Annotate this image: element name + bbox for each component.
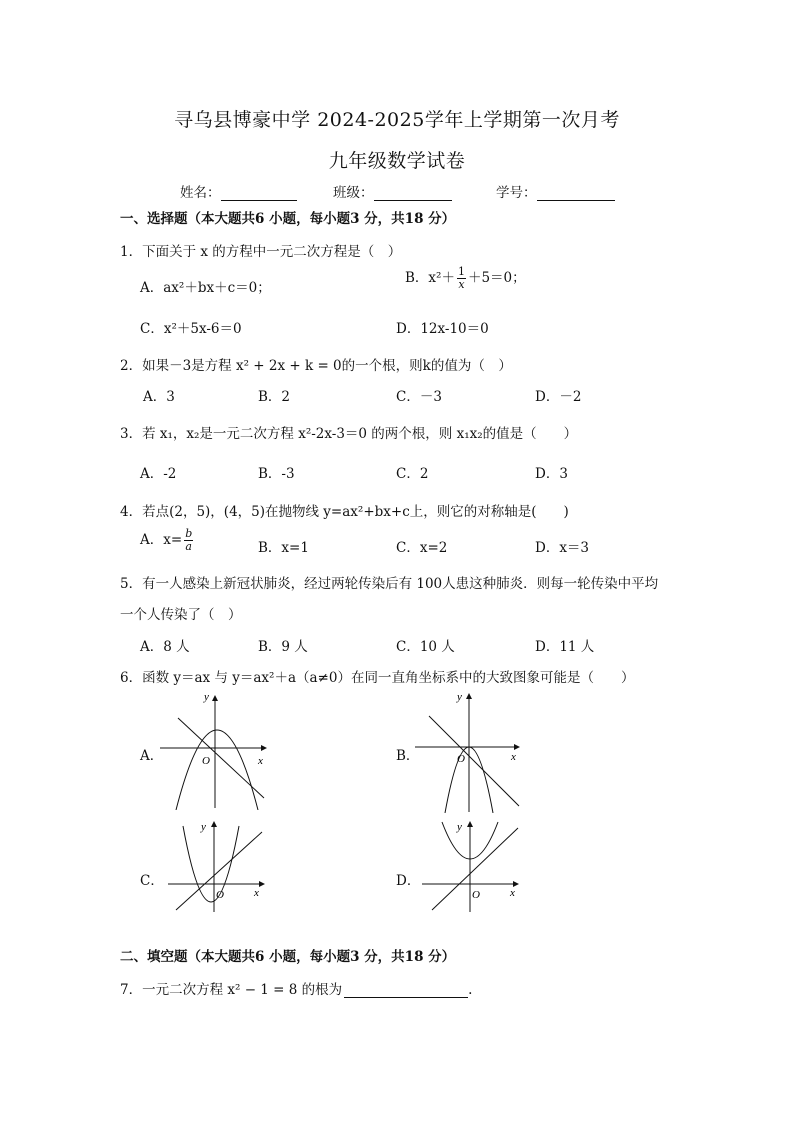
q2-option-c[interactable]: C．－3 (396, 389, 442, 405)
q1-b-fraction (457, 266, 466, 291)
q1-b-post: ＋5＝0； (467, 270, 526, 286)
q2-option-d[interactable]: D．－2 (535, 389, 582, 405)
q1-option-a[interactable]: A．ax²＋bx＋c＝0； (140, 280, 271, 296)
q7-stem: 7．一元二次方程 x² − 1 = 8 的根为 (120, 982, 343, 998)
q2-option-a[interactable]: A．3 (143, 389, 175, 405)
q4-a-den: a (185, 540, 192, 553)
y-label: y (201, 821, 206, 833)
origin-label: O (472, 889, 480, 901)
section1-heading: 一、选择题（本大题共6 小题，每小题3 分，共18 分） (120, 211, 456, 227)
q5-stem-line2: 一个人传染了（ ） (120, 607, 242, 623)
line (429, 716, 519, 806)
q6-option-b-label[interactable]: B． (396, 748, 420, 764)
q1-b-pre: B．x²＋ (405, 270, 455, 286)
class-field (333, 181, 452, 201)
q3-option-d[interactable]: D．3 (535, 466, 568, 482)
q1-option-d[interactable]: D．12x-10＝0 (396, 321, 489, 337)
origin-label: O (457, 753, 465, 765)
q6-graph-b[interactable] (415, 688, 527, 813)
class-label: 班级： (333, 185, 374, 201)
q4-option-d[interactable]: D．x＝3 (535, 540, 590, 556)
q6-stem: 6．函数 y＝ax 与 y＝ax²＋a（a≠0）在同一直角坐标系中的大致图象可能是（ ） (120, 670, 635, 686)
q1-option-b[interactable] (405, 266, 526, 291)
x-label: x (511, 751, 516, 763)
q3-option-b[interactable]: B．-3 (258, 466, 295, 482)
q5-option-b[interactable]: B．9 人 (258, 639, 308, 655)
q7-field (120, 978, 472, 998)
q4-a-fraction (184, 528, 193, 553)
name-field (180, 181, 297, 201)
y-label: y (457, 691, 462, 703)
q4-a-pre: A．x= (140, 532, 183, 548)
q1-b-num: 1 (457, 265, 465, 278)
y-label: y (457, 821, 462, 833)
q5-option-d[interactable]: D．11 人 (535, 639, 595, 655)
q3-option-a[interactable]: A．-2 (140, 466, 177, 482)
q5-stem-line1: 5．有一人感染上新冠状肺炎，经过两轮传染后有 100人患这种肺炎．则每一轮传染中平均 (120, 576, 659, 592)
q2-option-b[interactable]: B．2 (258, 389, 291, 405)
q4-option-c[interactable]: C．x=2 (396, 540, 448, 556)
line (178, 718, 264, 798)
q3-stem: 3．若 x₁，x₂是一元二次方程 x²-2x-3＝0 的两个根，则 x₁x₂的值是（ ） (120, 426, 578, 442)
x-label: x (510, 887, 515, 899)
q7-answer-blank[interactable] (344, 983, 468, 998)
q5-option-c[interactable]: C．10 人 (396, 639, 455, 655)
q1-b-den: x (458, 278, 465, 291)
name-blank[interactable] (221, 186, 297, 201)
q3-option-c[interactable]: C．2 (396, 466, 429, 482)
parabola (176, 730, 258, 810)
parabola (183, 826, 239, 902)
origin-label: O (216, 889, 224, 901)
q5-option-a[interactable]: A．8 人 (140, 639, 190, 655)
q4-option-a[interactable] (140, 528, 195, 553)
q4-a-num: b (185, 527, 193, 540)
q6-option-a-label[interactable]: A． (140, 748, 164, 764)
x-label: x (258, 755, 263, 767)
q1-stem: 1．下面关于 x 的方程中一元二次方程是（ ） (120, 244, 402, 260)
q6-graph-d[interactable] (422, 818, 524, 913)
origin-label: O (202, 755, 210, 767)
id-label: 学号： (496, 185, 537, 201)
x-label: x (254, 887, 259, 899)
q4-option-b[interactable]: B．x=1 (258, 540, 309, 556)
student-id-field (496, 181, 615, 201)
q6-option-d-label[interactable]: D． (396, 873, 421, 889)
q7-period: . (468, 982, 473, 998)
exam-subtitle: 九年级数学试卷 (328, 150, 466, 172)
q1-option-c[interactable]: C．x²＋5x-6＝0 (140, 321, 242, 337)
exam-title: 寻乌县博豪中学 2024-2025学年上学期第一次月考 (174, 109, 620, 131)
section2-heading: 二、填空题（本大题共6 小题，每小题3 分，共18 分） (120, 949, 456, 965)
y-label: y (204, 691, 209, 703)
q4-stem: 4．若点(2，5)，(4，5)在抛物线 y=ax²+bx+c上，则它的对称轴是( ) (120, 504, 569, 520)
id-blank[interactable] (537, 186, 615, 201)
q6-graph-c[interactable] (168, 818, 270, 913)
q2-stem: 2．如果－3是方程 x² + 2x + k = 0的一个根，则k的值为（ ） (120, 358, 512, 374)
q6-option-c-label[interactable]: C． (140, 873, 164, 889)
q6-graph-a[interactable] (160, 690, 272, 810)
name-label: 姓名： (180, 185, 221, 201)
class-blank[interactable] (374, 186, 452, 201)
